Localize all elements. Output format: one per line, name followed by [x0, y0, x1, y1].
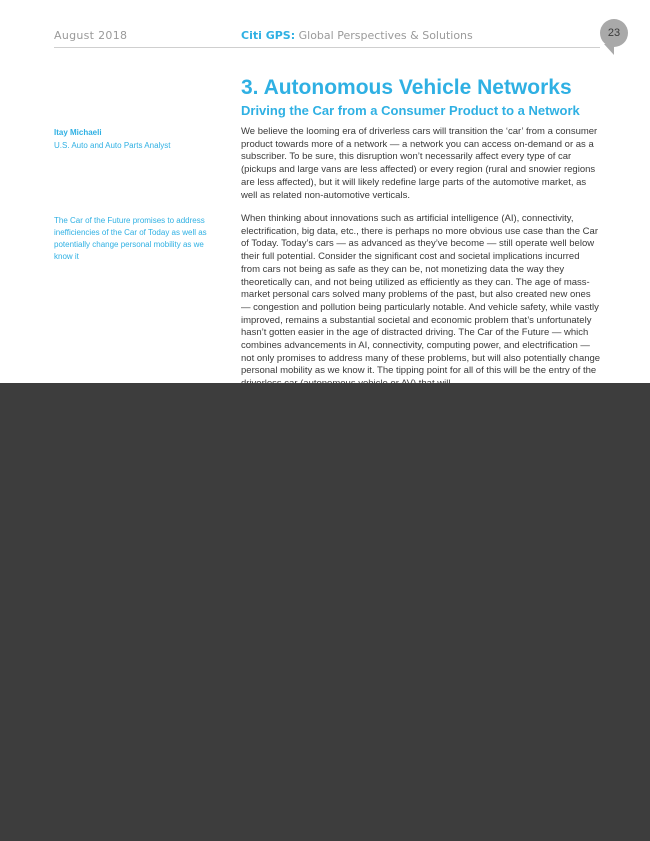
header-divider [54, 47, 600, 48]
section-title: 3. Autonomous Vehicle Networks [241, 76, 572, 99]
header-publication [241, 29, 473, 42]
brand-name: Citi GPS: [241, 29, 296, 42]
header-date: August 2018 [54, 29, 128, 42]
dark-overlay [0, 383, 650, 841]
publication-name: Global Perspectives & Solutions [298, 29, 473, 42]
author-name: Itay Michaeli [54, 128, 102, 137]
author-role: U.S. Auto and Auto Parts Analyst [54, 141, 171, 150]
section-subtitle: Driving the Car from a Consumer Product to a Network [241, 103, 580, 118]
body-paragraph: When thinking about innovations such as artificial intelligence (AI), connectivity, electrification, big data, etc., there is perhaps no more obvious use case than the Car of Today. Today’s cars — as advanced as they’ve become — still operate well below their full potential. Consider the significant cost and societal implications incurred from cars not being as safe as they can be, not monetizing data the way they theoretically can, and not being utilized as efficiently as they can. The age of mass-market personal cars solved many problems of the past, but also created new ones — congestion and pollution being particularly notable. And vehicle safety, while vastly improved, remains a substantial societal and economic problem that’s unfortunately hasn’t gotten easier in the age of distracted driving. The Car of the Future — which combines advancements in AI, connectivity, computing power, and electrification — not only promises to address many of these problems, but will also potentially change personal mobility as we know it. The tipping point for all of this will be the entry of the [241, 213, 601, 377]
page-number-badge: 23 [600, 19, 628, 47]
sidebar-pull-quote: The Car of the Future promises to address inefficiencies of the Car of Today as well as potentially change personal mobility as we know it [54, 216, 207, 261]
body-paragraph: We believe the looming era of driverless cars will transition the ‘car’ from a consumer product towards more of a network — a network you can access on-demand or as a subscriber. To be sure, this disruption won’t necessarily affect every type of car (pickups and large vans are less affected) or every region (rural and snowier regions are less affected), but it will likely redefine large parts of the automotive market, as well as related non-automotive verticals. [241, 126, 598, 201]
page-badge-tail [604, 44, 614, 55]
